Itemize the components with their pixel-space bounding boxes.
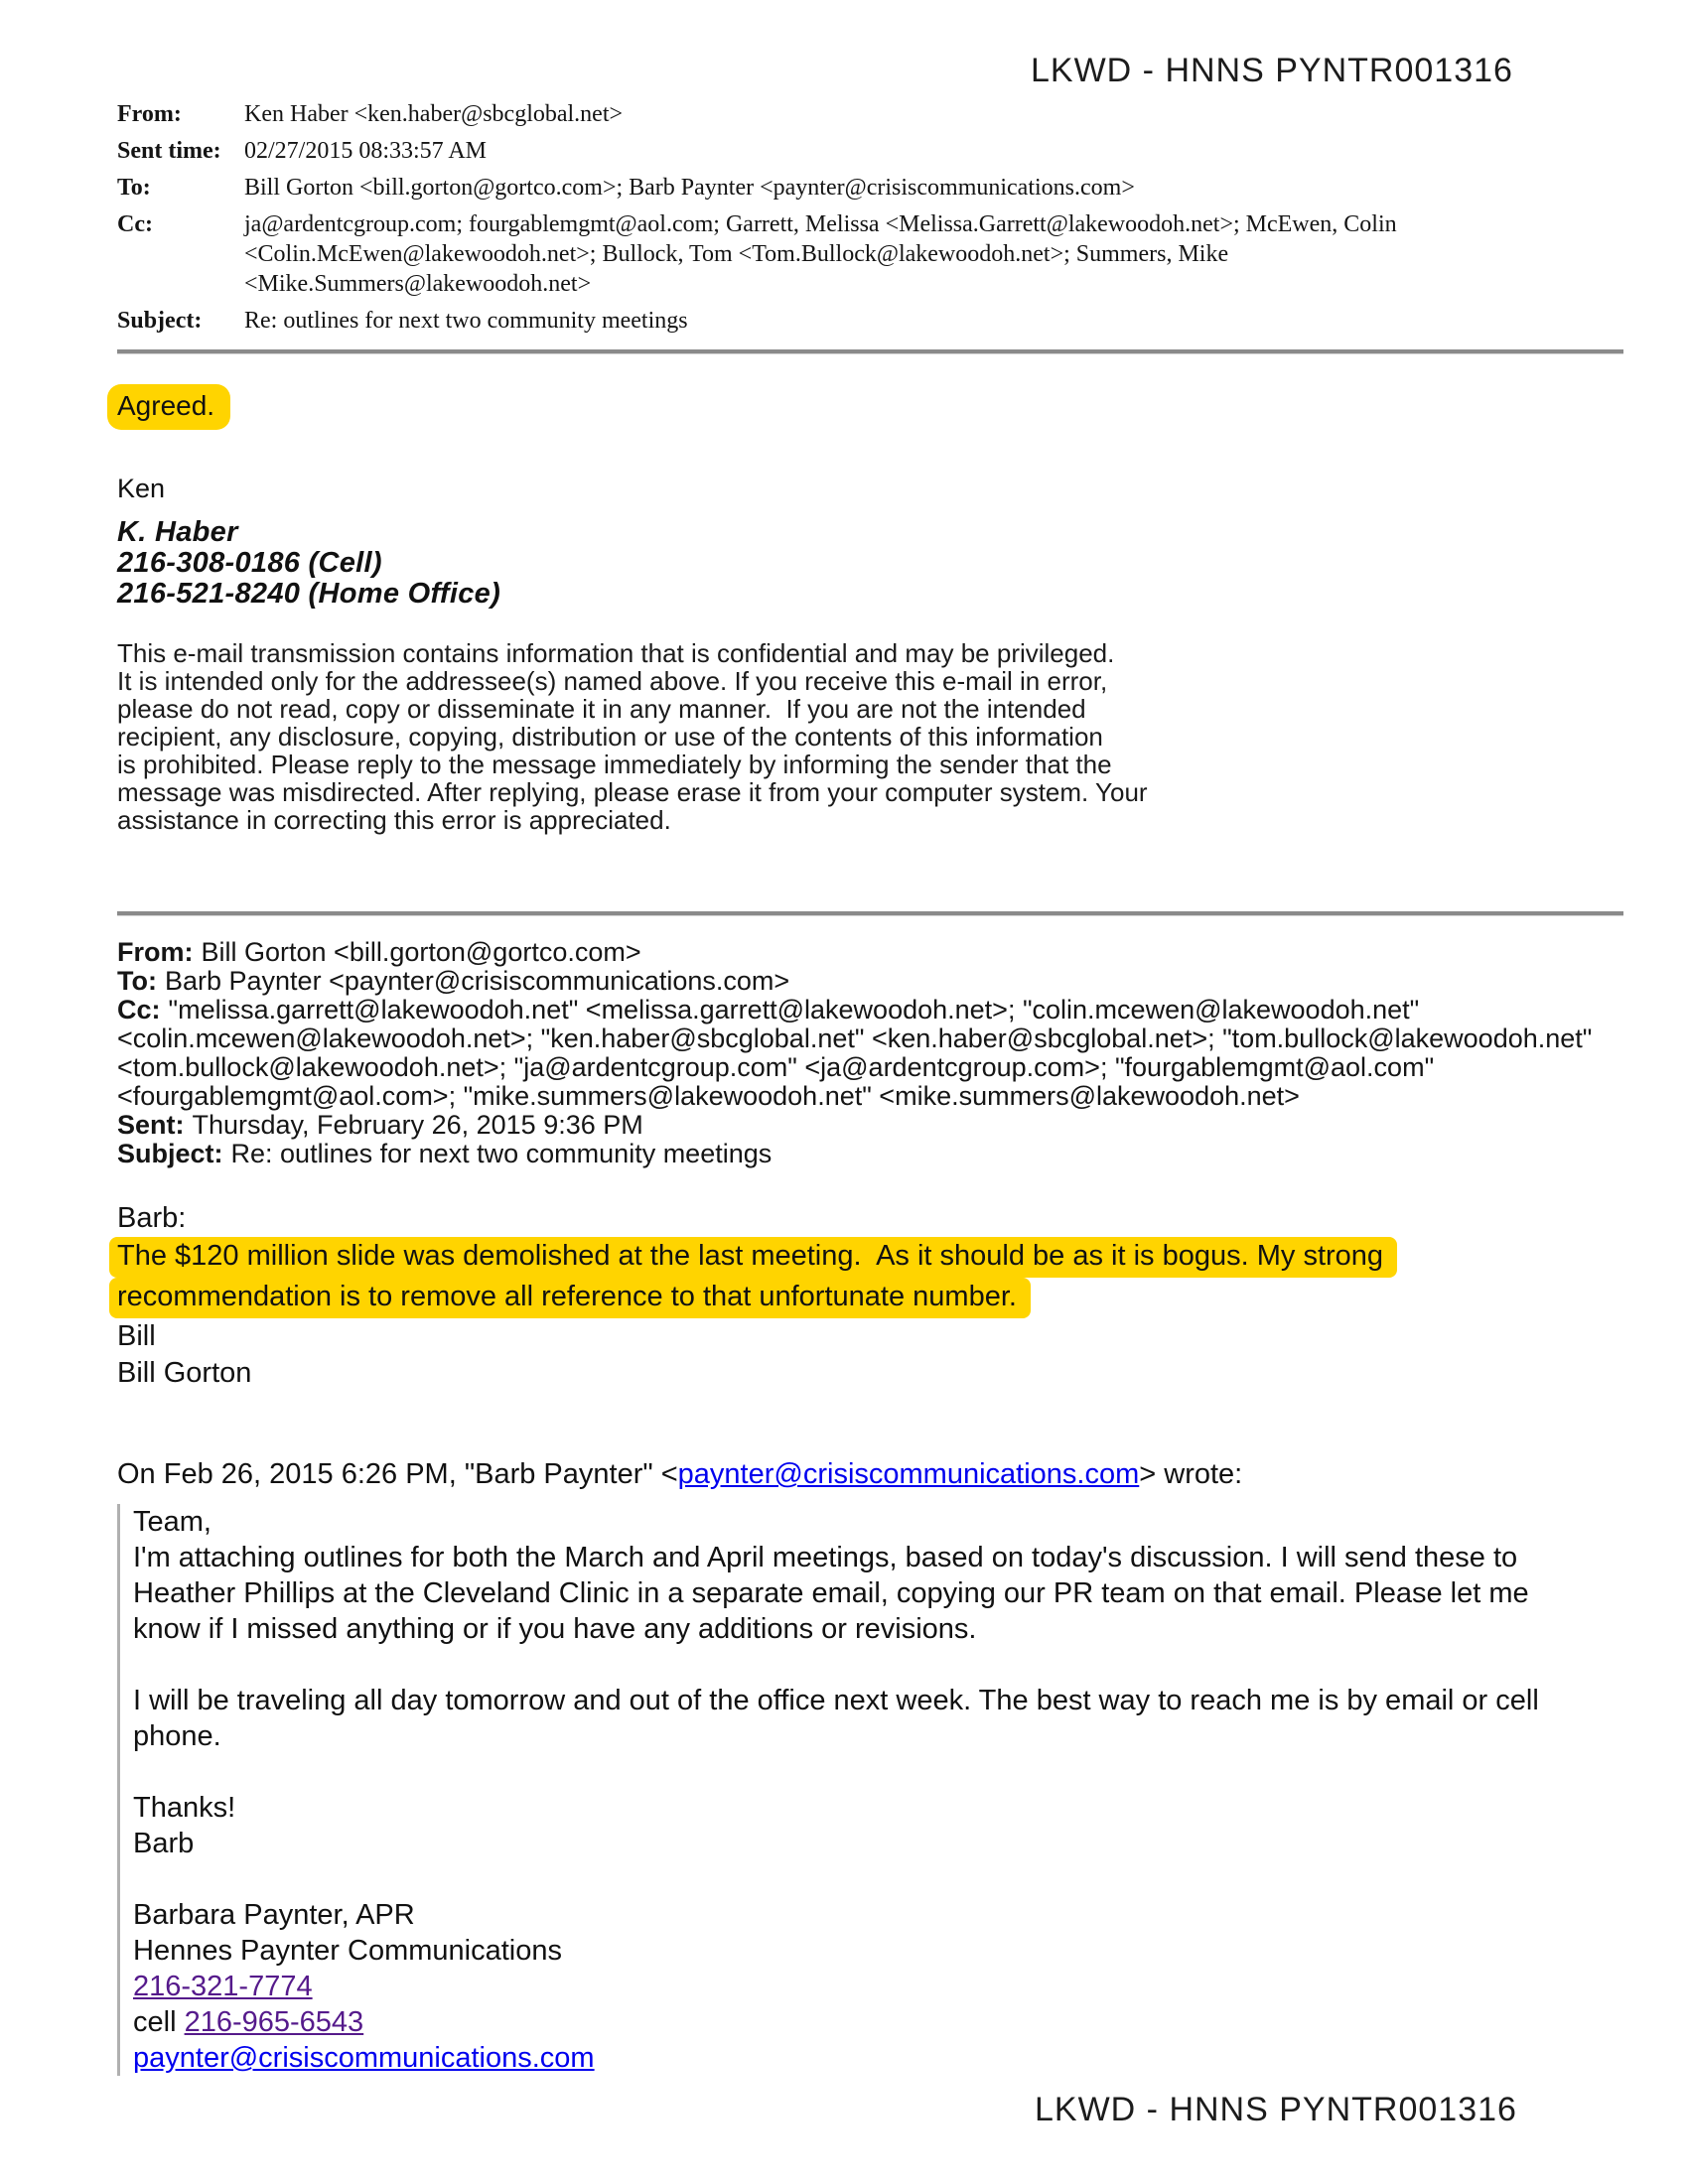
email2-cc-line	[117, 996, 1633, 1024]
email1-reply-line	[117, 384, 1633, 430]
email2-sent-value: Thursday, February 26, 2015 9:36 PM	[192, 1110, 643, 1140]
email1-from-label: From:	[117, 101, 182, 127]
signature-home-office-phone: 216-521-8240 (Home Office)	[117, 578, 501, 610]
office-phone-link[interactable]: 216-321-7774	[133, 1971, 313, 2002]
quote-line: know if I missed anything or if you have any additions or revisions.	[133, 1613, 977, 1645]
email1-to-value: Bill Gorton <bill.gorton@gortco.com>; Barb Paynter <paynter@crisiscommunications.com>	[244, 175, 1135, 201]
cell-prefix: cell	[133, 2006, 185, 2038]
bates-stamp-header: LKWD - HNNS PYNTR001316	[1031, 52, 1513, 89]
blank-line	[133, 1754, 1633, 1790]
email2-subject-value: Re: outlines for next two community meetings	[230, 1139, 773, 1168]
disclaimer-line: This e-mail transmission contains information that is confidential and may be privileged.	[117, 638, 1115, 668]
bates-stamp-footer: LKWD - HNNS PYNTR001316	[1035, 2091, 1517, 2128]
email2-to-label: To:	[117, 966, 157, 996]
confidentiality-disclaimer	[117, 639, 1633, 834]
cell-phone-link[interactable]: 216-965-6543	[184, 2006, 364, 2038]
email2-subject-line	[117, 1140, 1633, 1168]
email2-header	[117, 938, 1633, 1168]
email1-subject-value: Re: outlines for next two community meetings	[244, 308, 688, 334]
quoted-signature-email-line	[133, 2040, 1633, 2076]
email2-to-line	[117, 967, 1633, 996]
header-separator-line	[117, 349, 1623, 354]
forwarded-message-separator-line	[117, 911, 1623, 916]
email2-from-label: From:	[117, 937, 194, 967]
email2-subject-label: Subject:	[117, 1139, 223, 1168]
email2-sent-label: Sent:	[117, 1110, 185, 1140]
email1-header	[117, 99, 1633, 336]
email1-subject-label: Subject:	[117, 308, 203, 334]
email1-cc-value: ja@ardentcgroup.com; fourgablemgmt@aol.com; Garrett, Melissa <Melissa.Garrett@lakewoodoh.net>; McEwen, Colin <Colin.McEwen@lakewoodoh.net>; Bullock, Tom <Tom.Bullock@lakewoodoh.net>; Summers, Mike <Mike.Summers@lakewoodoh.net>	[244, 211, 1397, 297]
attribution-text-post: > wrote:	[1139, 1458, 1243, 1490]
highlighted-recommendation-line-1: The $120 million slide was demolished at the last meeting. As it should be as it is bogus. My strong	[117, 1237, 1633, 1278]
attribution-email-link[interactable]: paynter@crisiscommunications.com	[677, 1458, 1140, 1490]
email2-sign-short: Bill	[117, 1320, 156, 1352]
disclaimer-line: assistance in correcting this error is appreciated.	[117, 805, 671, 835]
quote-line: Thanks!	[133, 1792, 236, 1824]
quote-line: I will be traveling all day tomorrow and out of the office next week. The best way to reach me is by email or cell	[133, 1685, 1539, 1716]
email2-to-value: Barb Paynter <paynter@crisiscommunications.com>	[164, 966, 790, 996]
email1-to-label: To:	[117, 175, 151, 201]
email1-cc-label: Cc:	[117, 211, 153, 237]
signature-email-link[interactable]: paynter@crisiscommunications.com	[133, 2042, 595, 2074]
email2-from-value: Bill Gorton <bill.gorton@gortco.com>	[201, 937, 641, 967]
email2-sign-full: Bill Gorton	[117, 1357, 252, 1389]
disclaimer-line: It is intended only for the addressee(s) named above. If you receive this e-mail in error,	[117, 666, 1108, 696]
quoted-email-attribution	[117, 1457, 1633, 1491]
quote-line: I'm attaching outlines for both the March and April meetings, based on today's discussion. I will send these to	[133, 1542, 1518, 1573]
quoted-signature-phone-line	[133, 1969, 1633, 2004]
email1-salutation: Ken	[117, 474, 166, 503]
disclaimer-line: please do not read, copy or disseminate it in any manner. If you are not the intended	[117, 694, 1086, 724]
signature-cell-phone: 216-308-0186 (Cell)	[117, 547, 382, 579]
email2-cc-continuation: <fourgablemgmt@aol.com>; "mike.summers@lakewoodoh.net" <mike.summers@lakewoodoh.net>	[117, 1081, 1300, 1111]
highlighted-reply-text: Agreed.	[107, 384, 230, 430]
disclaimer-line: message was misdirected. After replying, please erase it from your computer system. Your	[117, 777, 1148, 807]
email2-cc-continuation: <colin.mcewen@lakewoodoh.net>; "ken.haber@sbcglobal.net" <ken.haber@sbcglobal.net>; "tom.bullock@lakewoodoh.net"	[117, 1024, 1593, 1053]
email2-cc-value: "melissa.garrett@lakewoodoh.net" <melissa.garrett@lakewoodoh.net>; "colin.mcewen@lakewoodoh.net"	[168, 995, 1420, 1024]
email2-cc-label: Cc:	[117, 995, 161, 1024]
quoted-signature-cell-line	[133, 2004, 1633, 2040]
email2-salutation: Barb:	[117, 1202, 187, 1234]
email2-from-line	[117, 938, 1633, 967]
disclaimer-line: recipient, any disclosure, copying, distribution or use of the contents of this information	[117, 722, 1103, 751]
highlighted-recommendation-line-2: recommendation is to remove all reference to that unfortunate number.	[117, 1278, 1633, 1318]
email1-from-value: Ken Haber <ken.haber@sbcglobal.net>	[244, 101, 624, 127]
email1-signature	[117, 517, 1633, 610]
document-content	[117, 99, 1633, 2076]
quote-line: Heather Phillips at the Cleveland Clinic in a separate email, copying our PR team on that email. Please let me	[133, 1577, 1529, 1609]
email2-sent-line	[117, 1111, 1633, 1140]
email2-cc-continuation: <tom.bullock@lakewoodoh.net>; "ja@ardentcgroup.com" <ja@ardentcgroup.com>; "fourgablemgmt@aol.com"	[117, 1052, 1435, 1082]
quote-line: Barb	[133, 1828, 195, 1859]
blank-line	[133, 1861, 1633, 1897]
signature-name: K. Haber	[117, 516, 238, 548]
quote-line: Team,	[133, 1506, 211, 1538]
email2-body	[117, 1200, 1633, 1392]
attribution-text-pre: On Feb 26, 2015 6:26 PM, "Barb Paynter" <	[117, 1458, 678, 1490]
quoted-signature-name: Barbara Paynter, APR	[133, 1899, 415, 1931]
quoted-signature-company: Hennes Paynter Communications	[133, 1935, 562, 1967]
email1-sent-value: 02/27/2015 08:33:57 AM	[244, 138, 488, 164]
disclaimer-line: is prohibited. Please reply to the message immediately by informing the sender that the	[117, 750, 1112, 779]
quote-line: phone.	[133, 1720, 221, 1752]
email1-sent-label: Sent time:	[117, 138, 221, 164]
quoted-email-body	[117, 1504, 1633, 2076]
blank-line	[133, 1647, 1633, 1683]
